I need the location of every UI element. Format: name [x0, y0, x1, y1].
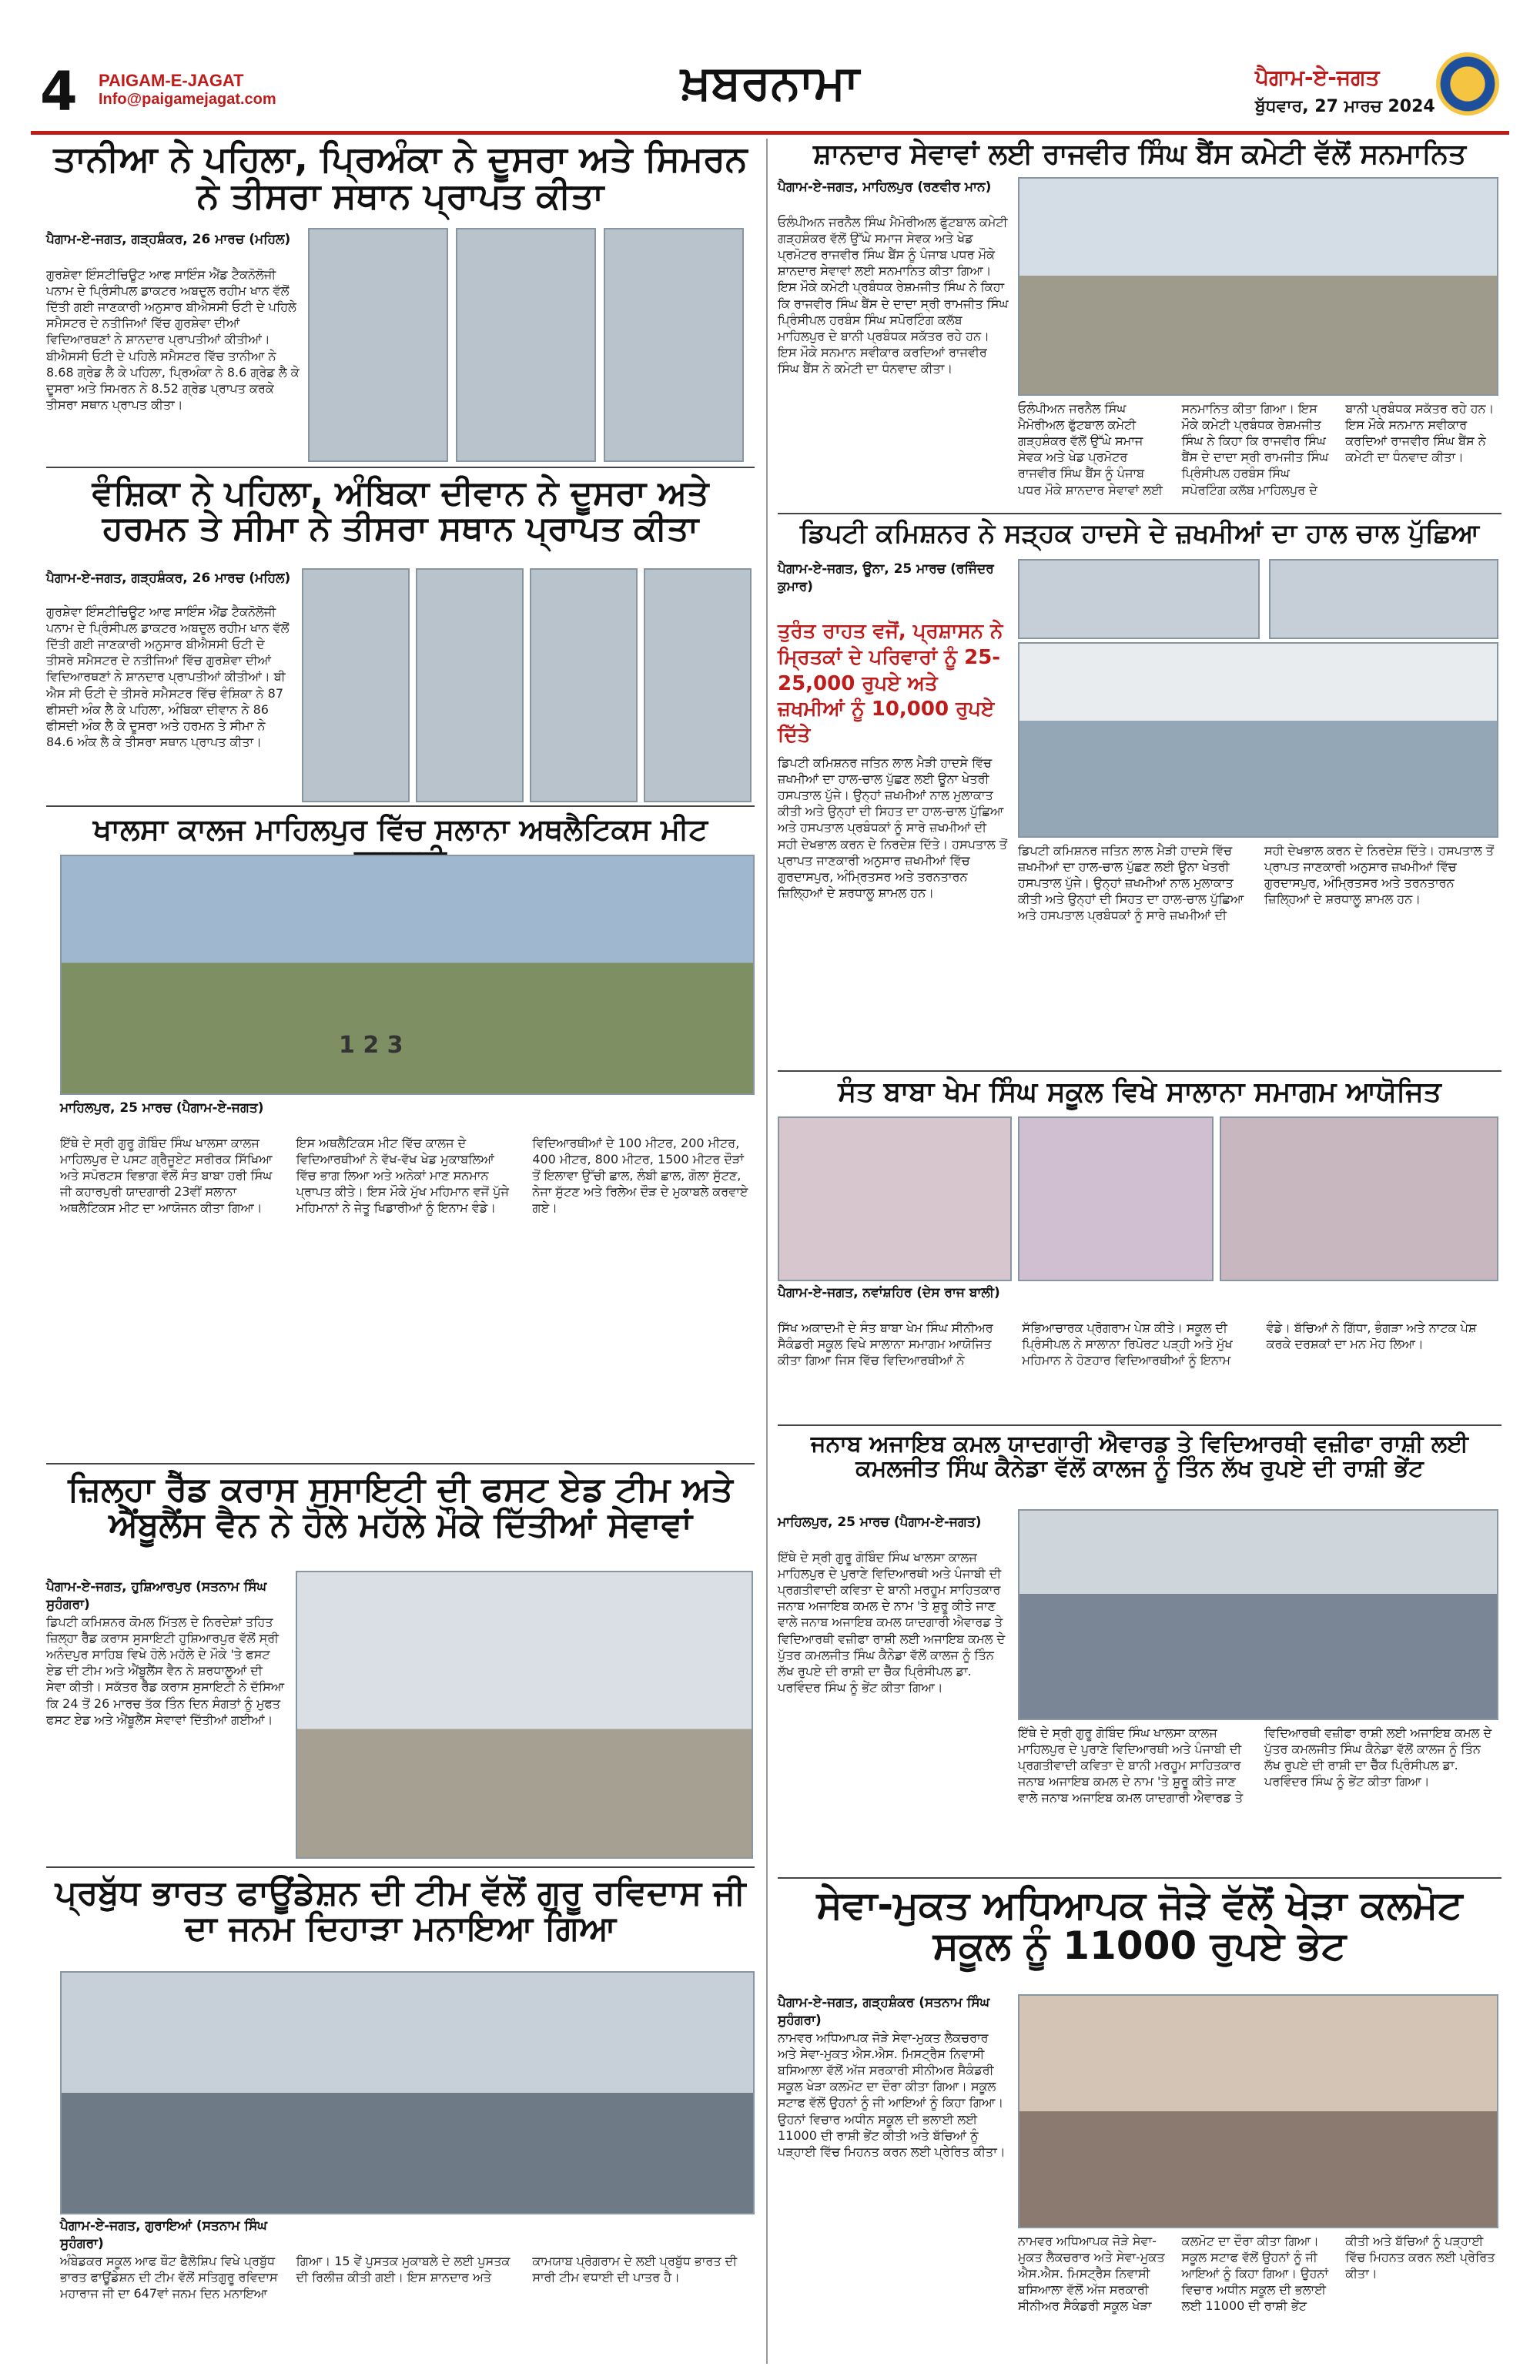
- divider: [778, 1070, 1502, 1072]
- page-number: 4: [40, 60, 78, 123]
- school-event-photo: [778, 1116, 1012, 1281]
- article-body-continued: ਨਾਮਵਰ ਅਧਿਆਪਕ ਜੋੜੇ ਸੇਵਾ-ਮੁਕਤ ਲੈਕਚਰਾਰ ਅਤੇ ਸੇਵਾ-ਮੁਕਤ ਐਸ.ਐਸ. ਮਿਸਟ੍ਰੈਸ ਨਿਵਾਸੀ ਬਸਿਆਲਾ ਵੱਲੋਂ ਅੱਜ ਸਰਕਾਰੀ ਸੀਨੀਅਰ ਸੈਕੰਡਰੀ ਸਕੂਲ ਖੇੜਾ ਕਲਮੋਟ ਦਾ ਦੌਰਾ ਕੀਤਾ ਗਿਆ। ਸਕੂਲ ਸਟਾਫ ਵੱਲੋਂ ਉਹਨਾਂ ਨੂੰ ਜੀ ਆਇਆਂ ਨੂੰ ਕਿਹਾ ਗਿਆ। ਉਹਨਾਂ ਵਿਚਾਰ ਅਧੀਨ ਸਕੂਲ ਦੀ ਭਲਾਈ ਲਈ 11000 ਦੀ ਰਾਸ਼ੀ ਭੇਂਟ ਕੀਤੀ ਅਤੇ ਬੱਚਿਆਂ ਨੂੰ ਪੜ੍ਹਾਈ ਵਿੱਚ ਮਿਹਨਤ ਕਰਨ ਲਈ ਪ੍ਰੇਰਿਤ ਕੀਤਾ।: [1018, 2234, 1495, 2314]
- masthead-email[interactable]: Info@paigamejagat.com: [99, 91, 276, 108]
- student-photo: [456, 228, 596, 462]
- divider: [46, 1463, 755, 1464]
- student-photo: [302, 568, 410, 802]
- article-body: ਇੱਥੇ ਦੇ ਸ੍ਰੀ ਗੁਰੂ ਗੋਬਿੰਦ ਸਿੰਘ ਖਾਲਸਾ ਕਾਲਜ ਮਾਹਿਲਪੁਰ ਦੇ ਪਸਟ ਗ੍ਰੈਜੂਏਟ ਸਰੀਰਕ ਸਿੱਖਿਆ ਅਤੇ ਸਪੋਰਟਸ ਵਿਭਾਗ ਵੱਲੋਂ ਸੰਤ ਬਾਬਾ ਹਰੀ ਸਿੰਘ ਜੀ ਕਹਾਰਪੁਰੀ ਯਾਦਗਾਰੀ 23ਵੀਂ ਸਲਾਨਾ ਅਥਲੈਟਿਕਸ ਮੀਟ ਦਾ ਆਯੋਜਨ ਕੀਤਾ ਗਿਆ। ਇਸ ਅਥਲੈਟਿਕਸ ਮੀਟ ਵਿੱਚ ਕਾਲਜ ਦੇ ਵਿਦਿਆਰਥੀਆਂ ਨੇ ਵੱਖ-ਵੱਖ ਖੇਡ ਮੁਕਾਬਲਿਆਂ ਵਿੱਚ ਭਾਗ ਲਿਆ ਅਤੇ ਅਨੇਕਾਂ ਮਾਣ ਸਨਮਾਨ ਪ੍ਰਾਪਤ ਕੀਤੇ। ਇਸ ਮੌਕੇ ਮੁੱਖ ਮਹਿਮਾਨ ਵਜੋਂ ਪੁੱਜੇ ਮਹਿਮਾਨਾਂ ਨੇ ਜੇਤੂ ਖਿਡਾਰੀਆਂ ਨੂੰ ਇਨਾਮ ਵੰਡੇ। ਵਿਦਿਆਰਥੀਆਂ ਦੇ 100 ਮੀਟਰ, 200 ਮੀਟਰ, 400 ਮੀਟਰ, 800 ਮੀਟਰ, 1500 ਮੀਟਰ ਦੌੜਾਂ ਤੋਂ ਇਲਾਵਾ ਉੱਚੀ ਛਾਲ, ਲੰਬੀ ਛਾਲ, ਗੋਲਾ ਸੁੱਟਣ, ਨੇਜਾ ਸੁੱਟਣ ਅਤੇ ਰਿਲੇਅ ਦੌੜ ਦੇ ਮੁਕਾਬਲੇ ਕਰਵਾਏ ਗਏ।: [60, 1136, 748, 1216]
- divider: [46, 1866, 755, 1868]
- divider: [778, 1877, 1502, 1879]
- article-byline: ਪੈਗਾਮ-ਏ-ਜਗਤ, ਗੜ੍ਹਸ਼ੰਕਰ, 26 ਮਾਰਚ (ਮਹਿਲ): [46, 232, 291, 247]
- school-donation-photo: [1018, 1994, 1498, 2228]
- article-byline: ਪੈਗਾਮ-ਏ-ਜਗਤ, ਗੁਰਾਇਆਂ (ਸਤਨਾਮ ਸਿੰਘ ਸੁਹੰਗਰਾ): [60, 2218, 267, 2251]
- article-headline: ਜ਼ਿਲ੍ਹਾ ਰੈੱਡ ਕਰਾਸ ਸੁਸਾਇਟੀ ਦੀ ਫਸਟ ਏਡ ਟੀਮ ਅਤੇ ਐਂਬੂਲੈਂਸ ਵੈਨ ਨੇ ਹੋਲੇ ਮਹੱਲੇ ਮੌਕੇ ਦਿੱਤੀਆਂ ਸੇਵਾਵਾਂ: [68, 1470, 733, 1545]
- hospital-visit-photo: [1018, 642, 1498, 838]
- article-subtext: [1018, 559, 1260, 639]
- issue-date: ਬੁੱਧਵਾਰ, 27 ਮਾਰਚ 2024: [1255, 97, 1435, 116]
- divider: [778, 513, 1502, 514]
- article-body: ਓਲੰਪੀਅਨ ਜਰਨੈਲ ਸਿੰਘ ਮੈਮੋਰੀਅਲ ਫੁੱਟਬਾਲ ਕਮੇਟੀ ਗੜ੍ਹਸ਼ੰਕਰ ਵੱਲੋਂ ਉੱਘੇ ਸਮਾਜ ਸੇਵਕ ਅਤੇ ਖੇਡ ਪ੍ਰਮੋਟਰ ਰਾਜਵੀਰ ਸਿੰਘ ਬੈਂਸ ਨੂੰ ਪੰਜਾਬ ਪਧਰ ਮੌਕੇ ਸ਼ਾਨਦਾਰ ਸੇਵਾਵਾਂ ਲਈ ਸਨਮਾਨਿਤ ਕੀਤਾ ਗਿਆ। ਇਸ ਮੌਕੇ ਕਮੇਟੀ ਪ੍ਰਬੰਧਕ ਰੇਸ਼ਮਜੀਤ ਸਿੰਘ ਨੇ ਕਿਹਾ ਕਿ ਰਾਜਵੀਰ ਸਿੰਘ ਬੈਂਸ ਦੇ ਦਾਦਾ ਸ੍ਰੀ ਰਾਮਜੀਤ ਸਿੰਘ ਪ੍ਰਿੰਸੀਪਲ ਹਰਬੰਸ ਸਿੰਘ ਸਪੋਰਟਿੰਗ ਕਲੱਬ ਮਾਹਿਲਪੁਰ ਦੇ ਬਾਨੀ ਪ੍ਰਬੰਧਕ ਸਕੱਤਰ ਰਹੇ ਹਨ। ਇਸ ਮੌਕੇ ਸਨਮਾਨ ਸਵੀਕਾਰ ਕਰਦਿਆਂ ਰਾਜਵੀਰ ਸਿੰਘ ਬੈਂਸ ਨੇ ਕਮੇਟੀ ਦਾ ਧੰਨਵਾਦ ਕੀਤਾ।: [778, 215, 1009, 376]
- article-body-continued: ਡਿਪਟੀ ਕਮਿਸ਼ਨਰ ਜਤਿਨ ਲਾਲ ਮੈੜੀ ਹਾਦਸੇ ਵਿੱਚ ਜ਼ਖਮੀਆਂ ਦਾ ਹਾਲ-ਚਾਲ ਪੁੱਛਣ ਲਈ ਊਨਾ ਖੇਤਰੀ ਹਸਪਤਾਲ ਪੁੱਜੇ। ਉਨ੍ਹਾਂ ਜ਼ਖਮੀਆਂ ਨਾਲ ਮੁਲਾਕਾਤ ਕੀਤੀ ਅਤੇ ਉਨ੍ਹਾਂ ਦੀ ਸਿਹਤ ਦਾ ਹਾਲ-ਚਾਲ ਪੁੱਛਿਆ ਅਤੇ ਹਸਪਤਾਲ ਪ੍ਰਬੰਧਕਾਂ ਨੂੰ ਸਾਰੇ ਜ਼ਖਮੀਆਂ ਦੀ ਸਹੀ ਦੇਖਭਾਲ ਕਰਨ ਦੇ ਨਿਰਦੇਸ਼ ਦਿੱਤੇ। ਹਸਪਤਾਲ ਤੋਂ ਪ੍ਰਾਪਤ ਜਾਣਕਾਰੀ ਅਨੁਸਾਰ ਜ਼ਖਮੀਆਂ ਵਿੱਚ ਗੁਰਦਾਸਪੁਰ, ਅੰਮ੍ਰਿਤਸਰ ਅਤੇ ਤਰਨਤਾਰਨ ਜ਼ਿਲ੍ਹਿਆਂ ਦੇ ਸ਼ਰਧਾਲੂ ਸ਼ਾਮਲ ਹਨ।: [1018, 843, 1495, 923]
- divider: [778, 1424, 1502, 1426]
- article-headline: ਡਿਪਟੀ ਕਮਿਸ਼ਨਰ ਨੇ ਸੜ੍ਹਕ ਹਾਦਸੇ ਦੇ ਜ਼ਖਮੀਆਂ ਦਾ ਹਾਲ ਚਾਲ ਪੁੱਛਿਆ: [799, 518, 1480, 549]
- article-headline: ਸ਼ਾਨਦਾਰ ਸੇਵਾਵਾਂ ਲਈ ਰਾਜਵੀਰ ਸਿੰਘ ਬੈਂਸ ਕਮੇਟੀ ਵੱਲੋਂ ਸਨਮਾਨਿਤ: [813, 139, 1466, 170]
- student-photo: [644, 568, 752, 802]
- student-photo: [416, 568, 524, 802]
- torch-logo-icon: [1436, 52, 1499, 115]
- highlight-bullet: ਤੁਰੰਤ ਰਾਹਤ ਵਜੋਂ, ਪ੍ਰਸ਼ਾਸਨ ਨੇ ਮ੍ਰਿਤਕਾਂ ਦੇ ਪਰਿਵਾਰਾਂ ਨੂੰ 25-25,000 ਰੁਪਏ ਅਤੇ ਜ਼ਖਮੀਆਂ ਨੂੰ 10,000 ਰੁਪਏ ਦਿੱਤੇ: [778, 620, 1003, 748]
- article-headline: ਜਨਾਬ ਅਜਾਇਬ ਕਮਲ ਯਾਦਗਾਰੀ ਐਵਾਰਡ ਤੇ ਵਿਦਿਆਰਥੀ ਵਜ਼ੀਫਾ ਰਾਸ਼ੀ ਲਈ ਕਮਲਜੀਤ ਸਿੰਘ ਕੈਨੇਡਾ ਵੱਲੋਂ ਕਾਲਜ ਨੂੰ ਤਿੰਨ ਲੱਖ ਰੁਪਏ ਦੀ ਰਾਸ਼ੀ ਭੇਂਟ: [811, 1431, 1468, 1482]
- article-byline: ਮਾਹਿਲਪੁਰ, 25 ਮਾਰਚ (ਪੈਗਾਮ-ਏ-ਜਗਤ): [60, 1100, 264, 1116]
- school-event-photo: [1018, 1116, 1214, 1281]
- article-body-continued: ਇੱਥੇ ਦੇ ਸ੍ਰੀ ਗੁਰੂ ਗੋਬਿੰਦ ਸਿੰਘ ਖਾਲਸਾ ਕਾਲਜ ਮਾਹਿਲਪੁਰ ਦੇ ਪੁਰਾਣੇ ਵਿਦਿਆਰਥੀ ਅਤੇ ਪੰਜਾਬੀ ਦੀ ਪ੍ਰਗਤੀਵਾਦੀ ਕਵਿਤਾ ਦੇ ਬਾਨੀ ਮਰਹੂਮ ਸਾਹਿਤਕਾਰ ਜਨਾਬ ਅਜਾਇਬ ਕਮਲ ਦੇ ਨਾਮ 'ਤੇ ਸ਼ੁਰੂ ਕੀਤੇ ਜਾਣ ਵਾਲੇ ਜਨਾਬ ਅਜਾਇਬ ਕਮਲ ਯਾਦਗਾਰੀ ਐਵਾਰਡ ਤੇ ਵਿਦਿਆਰਥੀ ਵਜ਼ੀਫਾ ਰਾਸ਼ੀ ਲਈ ਅਜਾਇਬ ਕਮਲ ਦੇ ਪੁੱਤਰ ਕਮਲਜੀਤ ਸਿੰਘ ਕੈਨੇਡਾ ਵੱਲੋਂ ਕਾਲਜ ਨੂੰ ਤਿੰਨ ਲੱਖ ਰੁਪਏ ਦੀ ਰਾਸ਼ੀ ਦਾ ਚੈੱਕ ਪ੍ਰਿੰਸੀਪਲ ਡਾ. ਪਰਵਿੰਦਰ ਸਿੰਘ ਨੂੰ ਭੇਂਟ ਕੀਤਾ ਗਿਆ।: [1018, 1726, 1492, 1806]
- article-body-continued: ਓਲੰਪੀਅਨ ਜਰਨੈਲ ਸਿੰਘ ਮੈਮੋਰੀਅਲ ਫੁੱਟਬਾਲ ਕਮੇਟੀ ਗੜ੍ਹਸ਼ੰਕਰ ਵੱਲੋਂ ਉੱਘੇ ਸਮਾਜ ਸੇਵਕ ਅਤੇ ਖੇਡ ਪ੍ਰਮੋਟਰ ਰਾਜਵੀਰ ਸਿੰਘ ਬੈਂਸ ਨੂੰ ਪੰਜਾਬ ਪਧਰ ਮੌਕੇ ਸ਼ਾਨਦਾਰ ਸੇਵਾਵਾਂ ਲਈ ਸਨਮਾਨਿਤ ਕੀਤਾ ਗਿਆ। ਇਸ ਮੌਕੇ ਕਮੇਟੀ ਪ੍ਰਬੰਧਕ ਰੇਸ਼ਮਜੀਤ ਸਿੰਘ ਨੇ ਕਿਹਾ ਕਿ ਰਾਜਵੀਰ ਸਿੰਘ ਬੈਂਸ ਦੇ ਦਾਦਾ ਸ੍ਰੀ ਰਾਮਜੀਤ ਸਿੰਘ ਪ੍ਰਿੰਸੀਪਲ ਹਰਬੰਸ ਸਿੰਘ ਸਪੋਰਟਿੰਗ ਕਲੱਬ ਮਾਹਿਲਪੁਰ ਦੇ ਬਾਨੀ ਪ੍ਰਬੰਧਕ ਸਕੱਤਰ ਰਹੇ ਹਨ। ਇਸ ਮੌਕੇ ਸਨਮਾਨ ਸਵੀਕਾਰ ਕਰਦਿਆਂ ਰਾਜਵੀਰ ਸਿੰਘ ਬੈਂਸ ਨੇ ਕਮੇਟੀ ਦਾ ਧੰਨਵਾਦ ਕੀਤਾ।: [1018, 401, 1495, 497]
- student-photo: [530, 568, 638, 802]
- divider: [46, 805, 755, 807]
- cheque-presentation-photo: [1018, 1509, 1498, 1720]
- felicitation-photo: [1018, 177, 1498, 396]
- section-title: ਖ਼ਬਰਨਾਮਾ: [681, 54, 859, 110]
- masthead-brand: PAIGAM-E-JAGAT: [99, 71, 244, 90]
- article-body: ਇੱਥੇ ਦੇ ਸ੍ਰੀ ਗੁਰੂ ਗੋਬਿੰਦ ਸਿੰਘ ਖਾਲਸਾ ਕਾਲਜ ਮਾਹਿਲਪੁਰ ਦੇ ਪੁਰਾਣੇ ਵਿਦਿਆਰਥੀ ਅਤੇ ਪੰਜਾਬੀ ਦੀ ਪ੍ਰਗਤੀਵਾਦੀ ਕਵਿਤਾ ਦੇ ਬਾਨੀ ਮਰਹੂਮ ਸਾਹਿਤਕਾਰ ਜਨਾਬ ਅਜਾਇਬ ਕਮਲ ਦੇ ਨਾਮ 'ਤੇ ਸ਼ੁਰੂ ਕੀਤੇ ਜਾਣ ਵਾਲੇ ਜਨਾਬ ਅਜਾਇਬ ਕਮਲ ਯਾਦਗਾਰੀ ਐਵਾਰਡ ਤੇ ਵਿਦਿਆਰਥੀ ਵਜ਼ੀਫਾ ਰਾਸ਼ੀ ਲਈ ਅਜਾਇਬ ਕਮਲ ਦੇ ਪੁੱਤਰ ਕਮਲਜੀਤ ਸਿੰਘ ਕੈਨੇਡਾ ਵੱਲੋਂ ਕਾਲਜ ਨੂੰ ਤਿੰਨ ਲੱਖ ਰੁਪਏ ਦੀ ਰਾਸ਼ੀ ਦਾ ਚੈੱਕ ਪ੍ਰਿੰਸੀਪਲ ਡਾ. ਪਰਵਿੰਦਰ ਸਿੰਘ ਨੂੰ ਭੇਂਟ ਕੀਤਾ ਗਿਆ।: [778, 1550, 1006, 1695]
- masthead-brand-punjabi: ਪੈਗਾਮ-ਏ-ਜਗਤ: [1255, 65, 1380, 90]
- article-headline: ਸੇਵਾ-ਮੁਕਤ ਅਧਿਆਪਕ ਜੋੜੇ ਵੱਲੋਂ ਖੇੜਾ ਕਲਮੋਟ ਸਕੂਲ ਨੂੰ 11000 ਰੁਪਏ ਭੇਟ: [816, 1883, 1463, 1968]
- school-event-photo: [1220, 1116, 1498, 1281]
- article-byline: ਪੈਗਾਮ-ਏ-ਜਗਤ, ਗੜ੍ਹਸ਼ੰਕਰ (ਸਤਨਾਮ ਸਿੰਘ ਸੁਹੰਗਰਾ): [778, 1995, 990, 2028]
- foundation-team-photo: [60, 1971, 755, 2214]
- article-headline: ਖਾਲਸਾ ਕਾਲਜ ਮਾਹਿਲਪੁਰ ਵਿੱਚ ਸਲਾਨਾ ਅਥਲੈਟਿਕਸ ਮੀਟ: [93, 812, 708, 846]
- ambulance-team-photo: [296, 1571, 753, 1859]
- article-byline: ਪੈਗਾਮ-ਏ-ਜਗਤ, ਹੁਸ਼ਿਆਰਪੁਰ (ਸਤਨਾਮ ਸਿੰਘ ਸੁਹੰਗਰਾ): [46, 1579, 267, 1612]
- article-body: ਡਿਪਟੀ ਕਮਿਸ਼ਨਰ ਜਤਿਨ ਲਾਲ ਮੈੜੀ ਹਾਦਸੇ ਵਿੱਚ ਜ਼ਖਮੀਆਂ ਦਾ ਹਾਲ-ਚਾਲ ਪੁੱਛਣ ਲਈ ਊਨਾ ਖੇਤਰੀ ਹਸਪਤਾਲ ਪੁੱਜੇ। ਉਨ੍ਹਾਂ ਜ਼ਖਮੀਆਂ ਨਾਲ ਮੁਲਾਕਾਤ ਕੀਤੀ ਅਤੇ ਉਨ੍ਹਾਂ ਦੀ ਸਿਹਤ ਦਾ ਹਾਲ-ਚਾਲ ਪੁੱਛਿਆ ਅਤੇ ਹਸਪਤਾਲ ਪ੍ਰਬੰਧਕਾਂ ਨੂੰ ਸਾਰੇ ਜ਼ਖਮੀਆਂ ਦੀ ਸਹੀ ਦੇਖਭਾਲ ਕਰਨ ਦੇ ਨਿਰਦੇਸ਼ ਦਿੱਤੇ। ਹਸਪਤਾਲ ਤੋਂ ਪ੍ਰਾਪਤ ਜਾਣਕਾਰੀ ਅਨੁਸਾਰ ਜ਼ਖਮੀਆਂ ਵਿੱਚ ਗੁਰਦਾਸਪੁਰ, ਅੰਮ੍ਰਿਤਸਰ ਅਤੇ ਤਰਨਤਾਰਨ ਜ਼ਿਲ੍ਹਿਆਂ ਦੇ ਸ਼ਰਧਾਲੂ ਸ਼ਾਮਲ ਹਨ।: [778, 755, 1008, 900]
- article-body: ਸਿੱਖ ਅਕਾਦਮੀ ਦੇ ਸੰਤ ਬਾਬਾ ਖੇਮ ਸਿੰਘ ਸੀਨੀਅਰ ਸੈਕੰਡਰੀ ਸਕੂਲ ਵਿਖੇ ਸਾਲਾਨਾ ਸਮਾਗਮ ਆਯੋਜਿਤ ਕੀਤਾ ਗਿਆ ਜਿਸ ਵਿੱਚ ਵਿਦਿਆਰਥੀਆਂ ਨੇ ਸੱਭਿਆਚਾਰਕ ਪ੍ਰੋਗਰਾਮ ਪੇਸ਼ ਕੀਤੇ। ਸਕੂਲ ਦੀ ਪ੍ਰਿੰਸੀਪਲ ਨੇ ਸਾਲਾਨਾ ਰਿਪੋਰਟ ਪੜ੍ਹੀ ਅਤੇ ਮੁੱਖ ਮਹਿਮਾਨ ਨੇ ਹੋਣਹਾਰ ਵਿਦਿਆਰਥੀਆਂ ਨੂੰ ਇਨਾਮ ਵੰਡੇ। ਬੱਚਿਆਂ ਨੇ ਗਿੱਧਾ, ਭੰਗੜਾ ਅਤੇ ਨਾਟਕ ਪੇਸ਼ ਕਰਕੇ ਦਰਸ਼ਕਾਂ ਦਾ ਮਨ ਮੋਹ ਲਿਆ।: [778, 1321, 1477, 1368]
- article-headline: ਪ੍ਰਬੁੱਧ ਭਾਰਤ ਫਾਊਂਡੇਸ਼ਨ ਦੀ ਟੀਮ ਵੱਲੋਂ ਗੁਰੂ ਰਵਿਦਾਸ ਜੀ ਦਾ ਜਨਮ ਦਿਹਾੜਾ ਮਨਾਇਆ ਗਿਆ: [55, 1873, 746, 1949]
- article-byline: ਪੈਗਾਮ-ਏ-ਜਗਤ, ਗੜ੍ਹਸ਼ੰਕਰ, 26 ਮਾਰਚ (ਮਹਿਲ): [46, 571, 291, 586]
- article-byline: ਪੈਗਾਮ-ਏ-ਜਗਤ, ਮਾਹਿਲਪੁਰ (ਰਣਵੀਰ ਮਾਨ): [778, 179, 992, 195]
- article-body: ਗੁਰਸ਼ੇਵਾ ਇੰਸਟੀਚਿਊਟ ਆਫ ਸਾਇੰਸ ਐਂਡ ਟੈਕਨੋਲੋਜੀ ਪਨਾਮ ਦੇ ਪ੍ਰਿੰਸੀਪਲ ਡਾਕਟਰ ਅਬਦੁਲ ਰਹੀਮ ਖਾਨ ਵੱਲੋਂ ਦਿੱਤੀ ਗਈ ਜਾਣਕਾਰੀ ਅਨੁਸਾਰ ਬੀਐਸਸੀ ਓਟੀ ਦੇ ਤੀਸਰੇ ਸਮੈਸਟਰ ਦੇ ਨਤੀਜਿਆਂ ਵਿੱਚ ਗੁਰਸ਼ੇਵਾ ਦੀਆਂ ਵਿਦਿਆਰਥਣਾਂ ਨੇ ਸ਼ਾਨਦਾਰ ਪ੍ਰਾਪਤੀਆਂ ਕੀਤੀਆਂ। ਬੀ ਐਸ ਸੀ ਓਟੀ ਦੇ ਤੀਸਰੇ ਸਮੈਸਟਰ ਵਿੱਚ ਵੰਸ਼ਿਕਾ ਨੇ 87 ਫੀਸਦੀ ਅੰਕ ਲੈ ਕੇ ਪਹਿਲਾ, ਅੰਬਿਕਾ ਦੀਵਾਨ ਨੇ 86 ਫੀਸਦੀ ਅੰਕ ਲੈ ਕੇ ਦੂਸਰਾ ਅਤੇ ਹਰਮਨ ਤੇ ਸੀਮਾ ਨੇ 84.6 ਅੰਕ ਲੈ ਕੇ ਤੀਸਰਾ ਸਥਾਨ ਪ੍ਰਾਪਤ ਕੀਤਾ।: [46, 604, 290, 749]
- podium-numbers: 1 2 3: [339, 1032, 403, 1059]
- article-byline: ਮਾਹਿਲਪੁਰ, 25 ਮਾਰਚ (ਪੈਗਾਮ-ਏ-ਜਗਤ): [778, 1515, 982, 1530]
- article-body: ਨਾਮਵਰ ਅਧਿਆਪਕ ਜੋੜੇ ਸੇਵਾ-ਮੁਕਤ ਲੈਕਚਰਾਰ ਅਤੇ ਸੇਵਾ-ਮੁਕਤ ਐਸ.ਐਸ. ਮਿਸਟ੍ਰੈਸ ਨਿਵਾਸੀ ਬਸਿਆਲਾ ਵੱਲੋਂ ਅੱਜ ਸਰਕਾਰੀ ਸੀਨੀਅਰ ਸੈਕੰਡਰੀ ਸਕੂਲ ਖੇੜਾ ਕਲਮੋਟ ਦਾ ਦੌਰਾ ਕੀਤਾ ਗਿਆ। ਸਕੂਲ ਸਟਾਫ ਵੱਲੋਂ ਉਹਨਾਂ ਨੂੰ ਜੀ ਆਇਆਂ ਨੂੰ ਕਿਹਾ ਗਿਆ। ਉਹਨਾਂ ਵਿਚਾਰ ਅਧੀਨ ਸਕੂਲ ਦੀ ਭਲਾਈ ਲਈ 11000 ਦੀ ਰਾਸ਼ੀ ਭੇਂਟ ਕੀਤੀ ਅਤੇ ਬੱਚਿਆਂ ਨੂੰ ਪੜ੍ਹਾਈ ਵਿੱਚ ਮਿਹਨਤ ਕਰਨ ਲਈ ਪ੍ਰੇਰਿਤ ਕੀਤਾ।: [778, 2030, 1006, 2159]
- student-photo: [604, 228, 744, 462]
- article-headline: ਤਾਨੀਆ ਨੇ ਪਹਿਲਾ, ਪ੍ਰਿਅੰਕਾ ਨੇ ਦੂਸਰਾ ਅਤੇ ਸਿਮਰਨ ਨੇ ਤੀਸਰਾ ਸਥਾਨ ਪ੍ਰਾਪਤ ਕੀਤਾ: [53, 138, 748, 217]
- article-subtext: [1269, 559, 1498, 639]
- athletics-meet-photo: [60, 855, 755, 1095]
- column-separator: [766, 139, 768, 2364]
- student-photo: [308, 228, 448, 462]
- header-divider: [31, 131, 1509, 135]
- divider: [46, 467, 755, 468]
- article-body: ਗੁਰਸ਼ੇਵਾ ਇੰਸਟੀਚਿਊਟ ਆਫ ਸਾਇੰਸ ਐਂਡ ਟੈਕਨੋਲੋਜੀ ਪਨਾਮ ਦੇ ਪ੍ਰਿੰਸੀਪਲ ਡਾਕਟਰ ਅਬਦੁਲ ਰਹੀਮ ਖਾਨ ਵੱਲੋਂ ਦਿੱਤੀ ਗਈ ਜਾਣਕਾਰੀ ਅਨੁਸਾਰ ਬੀਐਸਸੀ ਓਟੀ ਦੇ ਪਹਿਲੇ ਸਮੈਸਟਰ ਦੇ ਨਤੀਜਿਆਂ ਵਿੱਚ ਗੁਰਸ਼ੇਵਾ ਦੀਆਂ ਵਿਦਿਆਰਥਣਾਂ ਨੇ ਸ਼ਾਨਦਾਰ ਪ੍ਰਾਪਤੀਆਂ ਕੀਤੀਆਂ। ਬੀਐਸਸੀ ਓਟੀ ਦੇ ਪਹਿਲੇ ਸਮੈਸਟਰ ਵਿੱਚ ਤਾਨੀਆ ਨੇ 8.68 ਗ੍ਰੇਡ ਲੈ ਕੇ ਪਹਿਲਾ, ਪ੍ਰਿਅੰਕਾ ਨੇ 8.6 ਗ੍ਰੇਡ ਲੈ ਕੇ ਦੂਸਰਾ ਅਤੇ ਸਿਮਰਨ ਨੇ 8.52 ਗ੍ਰੇਡ ਪ੍ਰਾਪਤ ਕਰਕੇ ਤੀਸਰਾ ਸਥਾਨ ਪ੍ਰਾਪਤ ਕੀਤਾ।: [46, 267, 300, 412]
- article-body: ਡਿਪਟੀ ਕਮਿਸ਼ਨਰ ਕੋਮਲ ਮਿੱਤਲ ਦੇ ਨਿਰਦੇਸ਼ਾਂ ਤਹਿਤ ਜ਼ਿਲ੍ਹਾ ਰੈੱਡ ਕਰਾਸ ਸੁਸਾਇਟੀ ਹੁਸ਼ਿਆਰਪੁਰ ਵੱਲੋਂ ਸ੍ਰੀ ਅਨੰਦਪੁਰ ਸਾਹਿਬ ਵਿਖੇ ਹੋਲੇ ਮਹੱਲੇ ਦੇ ਮੌਕੇ 'ਤੇ ਫਸਟ ਏਡ ਦੀ ਟੀਮ ਅਤੇ ਐਂਬੂਲੈਂਸ ਵੈਨ ਨੇ ਸ਼ਰਧਾਲੂਆਂ ਦੀ ਸੇਵਾ ਕੀਤੀ। ਸਕੱਤਰ ਰੈੱਡ ਕਰਾਸ ਸੁਸਾਇਟੀ ਨੇ ਦੱਸਿਆ ਕਿ 24 ਤੋਂ 26 ਮਾਰਚ ਤੱਕ ਤਿੰਨ ਦਿਨ ਸੰਗਤਾਂ ਨੂੰ ਮੁਫਤ ਫਸਟ ਏਡ ਅਤੇ ਐਂਬੂਲੈਂਸ ਸੇਵਾਵਾਂ ਦਿੱਤੀਆਂ ਗਈਆਂ।: [46, 1615, 285, 1727]
- article-byline: ਪੈਗਾਮ-ਏ-ਜਗਤ, ਨਵਾਂਸ਼ਹਿਰ (ਦੇਸ ਰਾਜ ਬਾਲੀ): [778, 1285, 1000, 1300]
- article-headline: ਸੰਤ ਬਾਬਾ ਖੇਮ ਸਿੰਘ ਸਕੂਲ ਵਿਖੇ ਸਾਲਾਨਾ ਸਮਾਗਮ ਆਯੋਜਿਤ: [838, 1076, 1441, 1108]
- article-headline: ਵੰਸ਼ਿਕਾ ਨੇ ਪਹਿਲਾ, ਅੰਬਿਕਾ ਦੀਵਾਨ ਨੇ ਦੂਸਰਾ ਅਤੇ ਹਰਮਨ ਤੇ ਸੀਮਾ ਨੇ ਤੀਸਰਾ ਸਥਾਨ ਪ੍ਰਾਪਤ ਕੀਤਾ: [92, 474, 709, 549]
- article-body: ਅੰਬੇਡਕਰ ਸਕੂਲ ਆਫ ਥੌਟ ਫੈਲੋਸ਼ਿਪ ਵਿਖੇ ਪ੍ਰਬੁੱਧ ਭਾਰਤ ਫਾਊਂਡੇਸ਼ਨ ਦੀ ਟੀਮ ਵੱਲੋਂ ਸਤਿਗੁਰੂ ਰਵਿਦਾਸ ਮਹਾਰਾਜ ਜੀ ਦਾ 647ਵਾਂ ਜਨਮ ਦਿਨ ਮਨਾਇਆ ਗਿਆ। 15 ਵੇਂ ਪੁਸਤਕ ਮੁਕਾਬਲੇ ਦੇ ਲਈ ਪੁਸਤਕ ਦੀ ਰਿਲੀਜ਼ ਕੀਤੀ ਗਈ। ਇਸ ਸ਼ਾਨਦਾਰ ਅਤੇ ਕਾਮਯਾਬ ਪ੍ਰੋਗਰਾਮ ਦੇ ਲਈ ਪ੍ਰਬੁੱਧ ਭਾਰਤ ਦੀ ਸਾਰੀ ਟੀਮ ਵਧਾਈ ਦੀ ਪਾਤਰ ਹੈ।: [60, 2254, 738, 2301]
- article-byline: ਪੈਗਾਮ-ਏ-ਜਗਤ, ਊਨਾ, 25 ਮਾਰਚ (ਰਜਿੰਦਰ ਕੁਮਾਰ): [778, 561, 994, 594]
